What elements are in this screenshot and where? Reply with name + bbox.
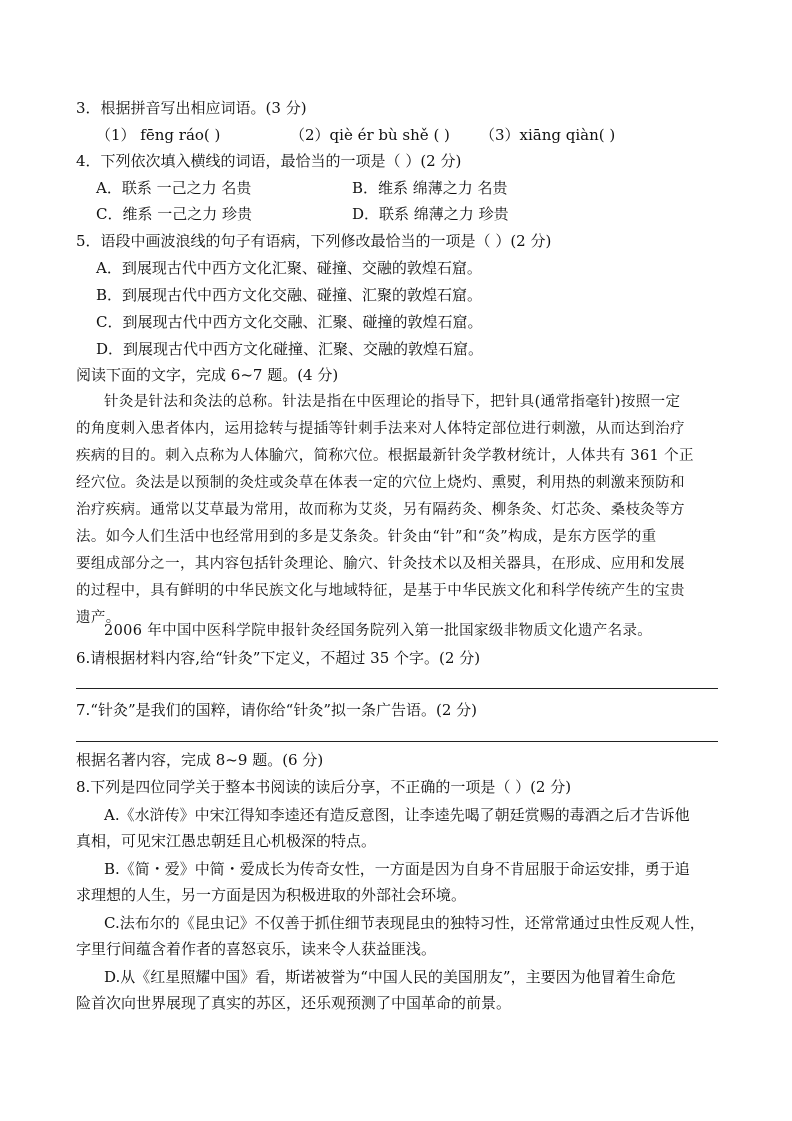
q5-option-b: B．到展现古代中西方文化交融、碰撞、汇聚的敦煌石窟。	[96, 286, 483, 304]
q5-option-c: C．到展现古代中西方文化交融、汇聚、碰撞的敦煌石窟。	[96, 313, 483, 331]
q5-option-d: D．到展现古代中西方文化碰撞、汇聚、交融的敦煌石窟。	[96, 340, 484, 358]
q4-option-b: B．维系 绵薄之力 名贵	[352, 179, 508, 197]
passage-note: 2006 年中国中医科学院申报针灸经国务院列入第一批国家级非物质文化遗产名录。	[104, 623, 653, 639]
reading-intro: 阅读下面的文字，完成 6~7 题。(4 分)	[76, 366, 339, 384]
q8-option-b-cont: 求理想的人生，另一方面是因为积极进取的外部社会环境。	[76, 886, 467, 904]
q3-title: 3．根据拼音写出相应词语。(3 分)	[76, 99, 307, 117]
q4-option-d: D．联系 绵薄之力 珍贵	[352, 205, 509, 223]
q7-title: 7.“针灸”是我们的国粹，请你给“针灸”拟一条广告语。(2 分)	[76, 701, 478, 719]
q3-item-2: （2）qiè ér bù shě ( )	[290, 126, 450, 144]
q5-title: 5．语段中画波浪线的句子有语病，下列修改最恰当的一项是（ ）(2 分)	[76, 232, 552, 250]
passage-line: 遗产。	[76, 610, 121, 626]
q8-option-a-cont: 真相，可见宋江愚忠朝廷且心机极深的特点。	[76, 832, 377, 850]
passage-line: 治疗疾病。通常以艾草最为常用，故而称为艾炎，另有隔药灸、柳条灸、灯芯灸、桑枝灸等方	[76, 502, 685, 518]
q7-answer-line[interactable]	[76, 741, 718, 742]
passage-line: 经穴位。灸法是以预制的灸炷或灸草在体表一定的穴位上烧灼、熏熨，利用热的刺激来预防和	[76, 475, 685, 491]
q6-answer-line[interactable]	[76, 688, 718, 689]
q3-item-3: （3）xiāng qiàn( )	[480, 126, 616, 144]
q8-option-c: C.法布尔的《昆虫记》不仅善于抓住细节表现昆虫的独特习性，还常常通过虫性反观人性，	[104, 914, 705, 932]
q8-option-d: D.从《红星照耀中国》看，斯诺被誉为“中国人民的美国朋友”，主要因为他冒着生命危	[104, 968, 676, 986]
passage-line: 要组成部分之一，其内容包括针灸理论、腧穴、针灸技术以及相关器具，在形成、应用和发展	[76, 556, 685, 572]
classics-intro: 根据名著内容，完成 8~9 题。(6 分)	[76, 751, 324, 769]
q4-title: 4．下列依次填入横线的词语，最恰当的一项是（ ）(2 分)	[76, 152, 462, 170]
passage-line: 法。如今人们生活中也经常用到的多是艾条灸。针灸由“针”和“灸”构成，是东方医学的重	[76, 529, 657, 545]
q4-option-a: A．联系 一己之力 名贵	[96, 179, 252, 197]
passage-line: 疾病的目的。刺入点称为人体腧穴，简称穴位。根据最新针灸学教材统计，人体共有 361 个正	[76, 448, 694, 464]
q8-option-c-cont: 字里行间蕴含着作者的喜怒哀乐，读来令人获益匪浅。	[76, 940, 437, 958]
q8-option-d-cont: 险首次向世界展现了真实的苏区，还乐观预测了中国革命的前景。	[76, 994, 512, 1012]
q6-title: 6.请根据材料内容,给“针灸”下定义，不超过 35 个字。(2 分)	[76, 649, 481, 667]
q8-option-a: A.《水浒传》中宋江得知李逵还有造反意图，让李逵先喝了朝廷赏赐的毒酒之后才告诉他	[104, 806, 690, 824]
passage-line: 针灸是针法和灸法的总称。针法是指在中医理论的指导下，把针具(通常指毫针)按照一定	[104, 394, 681, 410]
q8-title: 8.下列是四位同学关于整本书阅读的读后分享，不正确的一项是（ ）(2 分)	[76, 778, 572, 796]
q5-option-a: A．到展现古代中西方文化汇聚、碰撞、交融的敦煌石窟。	[96, 259, 482, 277]
q4-option-c: C．维系 一己之力 珍贵	[96, 205, 253, 223]
q3-item-1: （1） fēng ráo( )	[96, 126, 221, 144]
passage-line: 的过程中，具有鲜明的中华民族文化与地域特征，是基于中华民族文化和科学传统产生的宝贵	[76, 583, 685, 599]
q8-option-b: B.《简・爱》中简・爱成长为传奇女性，一方面是因为自身不肯屈服于命运安排，勇于追	[104, 860, 690, 878]
passage-line: 的角度刺入患者体内，运用捻转与提插等针刺手法来对人体特定部位进行刺激，从而达到治疗	[76, 421, 685, 437]
